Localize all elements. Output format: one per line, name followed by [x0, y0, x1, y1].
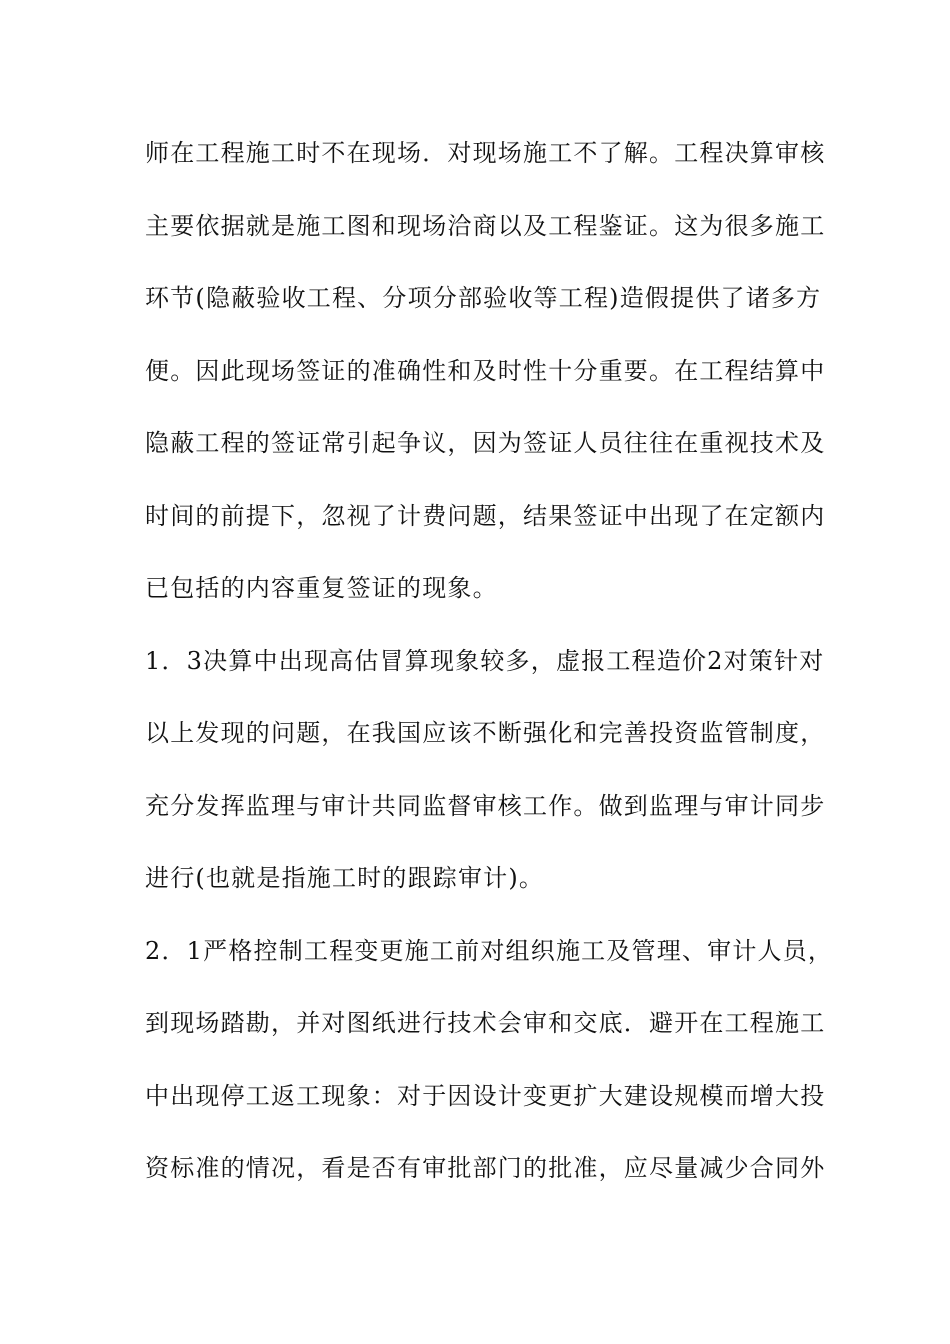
body-text	[145, 131, 834, 1219]
text-line: 2．1严格控制工程变更施工前对组织施工及管理、审计人员，	[145, 936, 834, 965]
text-line: 已包括的内容重复签证的现象。	[145, 574, 498, 602]
text-line: 隐蔽工程的签证常引起争议，因为签证人员往往在重视技术及	[145, 429, 826, 457]
text-line: 便。因此现场签证的准确性和及时性十分重要。在工程结算中	[145, 356, 826, 385]
text-line: 以上发现的问题，在我国应该不断强化和完善投资监管制度，	[145, 719, 826, 747]
text-line: 1．3决算中出现高估冒算现象较多，虚报工程造价2对策针对	[145, 646, 825, 675]
text-line: 时间的前提下，忽视了计费问题，结果签证中出现了在定额内	[145, 501, 826, 530]
text-line: 资标准的情况，看是否有审批部门的批准，应尽量减少合同外	[145, 1154, 826, 1182]
text-line: 进行(也就是指施工时的跟踪审计)。	[145, 864, 545, 892]
text-line: 充分发挥监理与审计共同监督审核工作。做到监理与审计同步	[145, 791, 826, 820]
text-line: 师在工程施工时不在现场．对现场施工不了解。工程决算审核	[145, 139, 826, 167]
text-line: 主要依据就是施工图和现场洽商以及工程鉴证。这为很多施工	[145, 211, 826, 240]
text-line: 环节(隐蔽验收工程、分项分部验收等工程)造假提供了诸多方	[145, 284, 822, 312]
text-line: 到现场踏勘，并对图纸进行技术会审和交底．避开在工程施工	[145, 1009, 826, 1037]
text-line: 中出现停工返工现象：对于因设计变更扩大建设规模而增大投	[145, 1081, 826, 1110]
